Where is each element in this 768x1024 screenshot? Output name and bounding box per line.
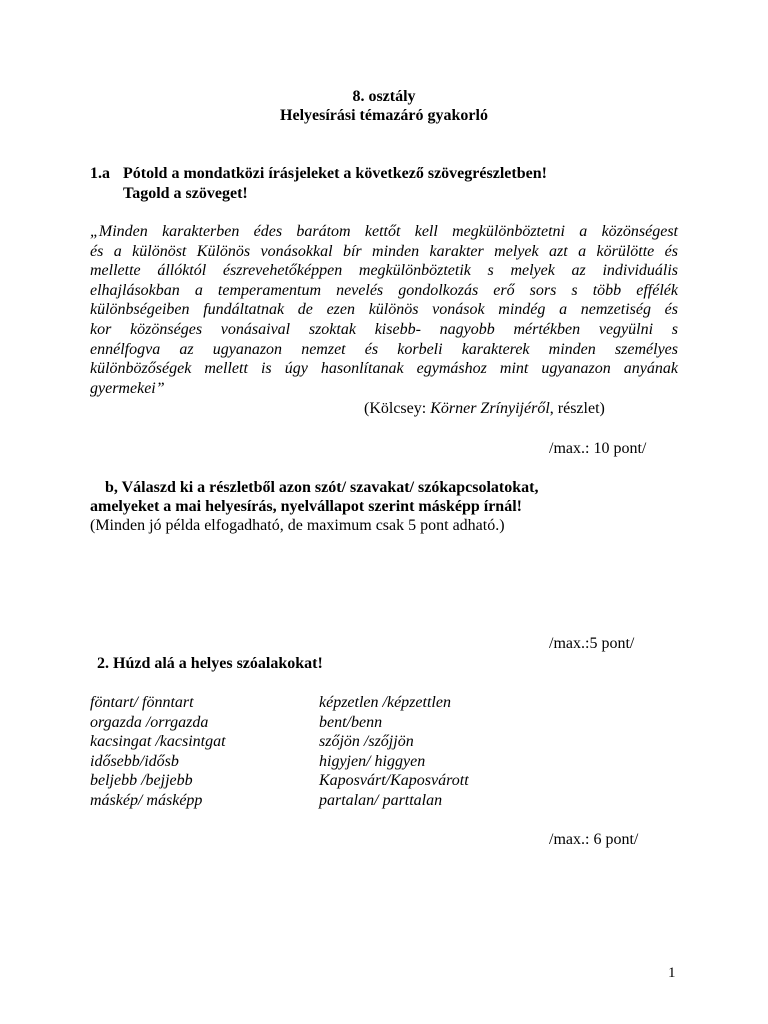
- word-pair[interactable]: máskép/ másképp: [90, 791, 203, 809]
- quote-line: ennélfogva az ugyanazon nemzet és korbeli karakterek minden személyes: [90, 340, 678, 358]
- word-pair[interactable]: orgazda /orrgazda: [90, 713, 209, 731]
- quote-line: kor közönséges vonásaival szoktak kisebb- nagyobb mértékben vegyülni s: [90, 320, 678, 338]
- page-title: Helyesírási témazáró gyakorló: [280, 107, 488, 124]
- quote-line: és a különöst Különös vonásokkal bír minden karakter melyek azt a körülötte és: [90, 242, 678, 260]
- word-list-left: [90, 693, 226, 811]
- task2-points: /max.: 6 pont/: [549, 831, 639, 848]
- word-pair[interactable]: higyjen/ higgyen: [319, 752, 426, 770]
- word-pair[interactable]: kacsingat /kacsintgat: [90, 733, 226, 751]
- source-prefix: (Kölcsey:: [364, 400, 431, 417]
- word-pair[interactable]: idősebb/idősb: [90, 752, 179, 770]
- task1b-instruction-1: b, Válaszd ki a részletből azon szót/ szavakat/ szókapcsolatokat,: [105, 479, 539, 496]
- task1b-note: (Minden jó példa elfogadható, de maximum csak 5 pont adható.): [90, 517, 505, 534]
- source-suffix: , részlet): [549, 400, 605, 417]
- word-pair[interactable]: képzetlen /képzettlen: [319, 694, 451, 711]
- quote-source: [364, 400, 605, 418]
- quote-passage: [90, 222, 678, 398]
- quote-line: elhajlásokban a temperamentum nevelés gondolkozás erő sors s több effélék: [90, 281, 678, 299]
- task1a-points: /max.: 10 pont/: [549, 440, 647, 457]
- word-pair[interactable]: partalan/ parttalan: [319, 791, 443, 809]
- word-pair[interactable]: beljebb /bejjebb: [90, 772, 193, 790]
- grade-heading: 8. osztály: [352, 88, 416, 105]
- word-pair[interactable]: szőjön /szőjjön: [319, 733, 414, 751]
- quote-line: különbözőségek mellett is úgy hasonlítanak egymáshoz mint ugyanazon anyának: [90, 360, 678, 378]
- quote-line: gyermekei”: [90, 379, 165, 397]
- task1a-instruction-2: Tagold a szöveget!: [123, 185, 248, 202]
- task1b-instruction-2: amelyeket a mai helyesírás, nyelvállapot szerint másképp írnál!: [90, 498, 522, 515]
- task2-title: 2. Húzd alá a helyes szóalakokat!: [97, 655, 323, 672]
- word-pair[interactable]: föntart/ fönntart: [90, 694, 194, 711]
- quote-line: különbségeiben fundáltatnak de ezen különös vonások mindég a nemzetiség és: [90, 301, 678, 319]
- source-title: Körner Zrínyijéről: [430, 400, 550, 417]
- word-pair[interactable]: bent/benn: [319, 713, 383, 731]
- task1a-number: 1.a: [90, 165, 110, 182]
- task1a-instruction-1: Pótold a mondatközi írásjeleket a következő szövegrészletben!: [123, 165, 547, 182]
- quote-line: mellette állóktól észrevehetőképpen megkülönböztetik s melyek az individuális: [90, 262, 678, 280]
- task1b-points: /max.:5 pont/: [549, 635, 635, 652]
- word-list-right: [319, 693, 469, 811]
- quote-line: „Minden karakterben édes barátom kettőt kell megkülönböztetni a közönségest: [90, 223, 678, 240]
- page-number: 1: [668, 965, 676, 981]
- word-pair[interactable]: Kaposvárt/Kaposvárott: [319, 772, 469, 790]
